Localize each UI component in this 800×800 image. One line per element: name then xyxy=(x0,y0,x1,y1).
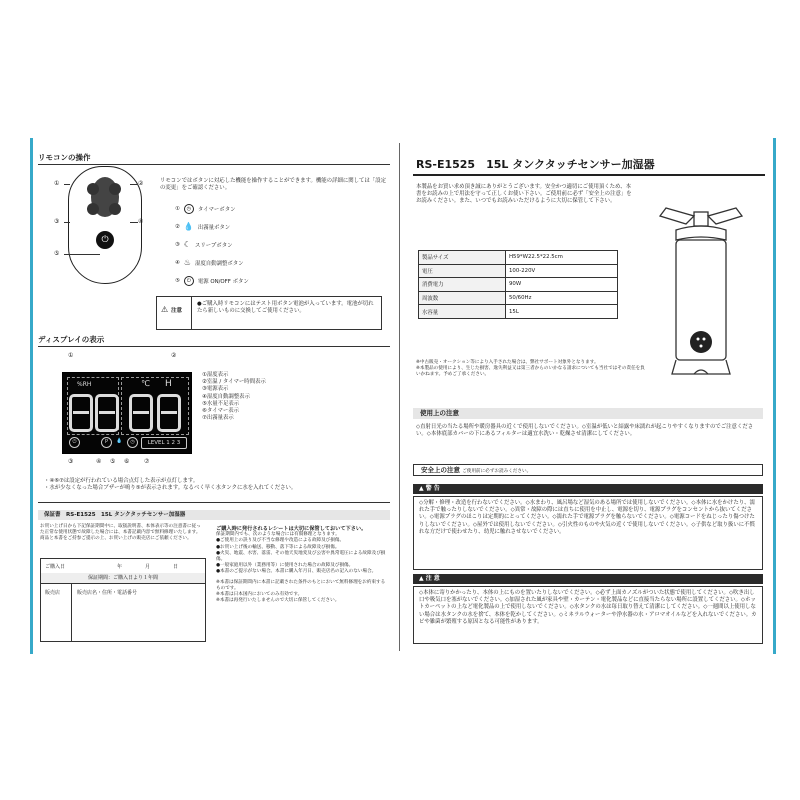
spec-table xyxy=(418,250,618,319)
list-item xyxy=(175,204,235,214)
item-label: タイマーボタン xyxy=(197,207,236,213)
item-number: ④ xyxy=(175,259,180,266)
center-fold-divider xyxy=(399,143,400,651)
spec-label: 消費電力 xyxy=(419,278,506,292)
safety-title: 安全上の注意 xyxy=(421,466,460,474)
legend-item: ③電源表示 xyxy=(202,386,229,393)
display-panel xyxy=(62,372,192,454)
list-item xyxy=(175,276,249,286)
level-indicator: LEVEL 1 2 3 xyxy=(141,437,187,449)
warning-text: ◇分解・修理・改造を行わないでください。◇水まわり、風呂場など湿気のある場所では使用しないでください。◇本体に水をかけたり、濡れた手で触ったりしないでください。◇異常・故障の際には直ちに使用を中止し、電源を切り、電源プラグをコンセントから抜いてください。◇電源プラグのほこりは定期的にとってください。◇濡れた手で電源プラグを触らないでください。◇電源コードをねじったり傷つけたりしないでください。◇屋外では使用しないでください。◇引火性のものや火気の近くで使用しないでください。◇子供など取り扱いに不慣れな方だけで使わせたり、幼児に触れさせないでください。 xyxy=(419,500,755,535)
page-title: RS-E1525 15L タンクタッチセンサー加湿器 xyxy=(416,158,655,171)
legend-item: ⑥タイマー表示 xyxy=(202,408,240,415)
spec-value: 100-220V xyxy=(506,264,618,278)
safety-section-title xyxy=(413,464,763,476)
callout-5: ⑤ xyxy=(54,250,60,257)
warranty-condition: ●ご使用上の誤り及び不当な修理や改造による故障及び損傷。 xyxy=(216,538,345,544)
digit-3 xyxy=(129,394,153,432)
note: ・水が少なくなった場合ブザーが鳴り⑤が表示されます。なるべく早く水タンクに水を入れてください。 xyxy=(44,485,297,492)
table-row xyxy=(419,291,618,305)
usage-text: ◇直射日光の当たる場所や暖房器具の近くで使用しないでください。◇室温が低いと結露や床濡れが起こりやすくなりますのでご注意ください。◇本体底部カバーの下にあるフィルターは適宜水洗い・乾燥させ清潔にしてください。 xyxy=(416,424,754,438)
display-legend xyxy=(202,372,382,422)
spec-value: 50/60Hz xyxy=(506,291,618,305)
warranty-condition: ●一般家庭用以外（業務用等）に使用された場合の故障及び損傷。 xyxy=(216,563,354,569)
humidity-auto-icon: P xyxy=(101,437,112,448)
remote-caution-box xyxy=(156,296,382,330)
table-row xyxy=(419,264,618,278)
humidifier-illustration xyxy=(646,186,756,396)
spec-note: ※中古販売・オークション等により入手された場合は、弊社サポート対象外となります。 xyxy=(416,360,599,365)
warranty-condition: ●お買い上げ後の輸送、移動、落下等による故障及び損傷。 xyxy=(216,544,340,550)
mist-icon: 💧 xyxy=(183,222,194,231)
item-number: ② xyxy=(175,223,180,230)
shop-fields: 販売店名・住所・電話番号 xyxy=(77,590,138,596)
warranty-form xyxy=(40,558,206,642)
caution-text: ●ご購入時リモコンにはテスト用ボタン電池が入っています。電池が切れたら新しいものに交換してご使用ください。 xyxy=(197,301,374,315)
warranty-intro: お買い上げ日から下記保証期間中に、取扱説明書、本体表示等の注意書に従った正常な使用状態で故障した場合には、本書記載内容で無料修理いたします。商品と本書をご持参ご提示の上、お買い上げの販売店にご依頼ください。 xyxy=(40,524,201,542)
warranty-header: 保証書 RS-E1525 15L タンクタッチセンサー加湿器 xyxy=(38,510,390,520)
spec-label: 電圧 xyxy=(419,264,506,278)
remote-sleep-button xyxy=(87,203,99,215)
power-icon: ⏻ xyxy=(69,437,80,448)
spec-label: 製品サイズ xyxy=(419,251,506,265)
callout-5: ⑤ xyxy=(110,458,116,465)
note: ・④⑥⑦は設定が行われている場合点灯した表示が点灯します。 xyxy=(44,478,199,484)
month-label: 月 xyxy=(145,564,151,570)
callout-6: ⑥ xyxy=(124,458,130,465)
remote-power-button: ⏻ xyxy=(96,231,114,249)
power-icon: ⏻ xyxy=(184,276,194,286)
list-item xyxy=(175,258,244,267)
callout-4: ④ xyxy=(138,218,144,225)
spec-label: 周波数 xyxy=(419,291,506,305)
spec-value: H59*W22.5*22.5cm xyxy=(506,251,618,265)
purchase-date-label: ご購入日 xyxy=(45,564,66,570)
caution-box xyxy=(413,586,763,644)
warranty-condition: ●本書のご提示がない場合。本書に購入年月日、販売店名の記入のない場合。 xyxy=(216,569,377,575)
title-underline xyxy=(413,174,765,176)
remote-timer-button xyxy=(87,183,99,195)
warranty-conditions xyxy=(216,526,386,604)
caution-label: 注意 xyxy=(171,308,183,314)
callout-7: ⑦ xyxy=(144,458,150,465)
timer-icon: ◷ xyxy=(127,437,138,448)
safety-subtitle: ご使用前に必ずお読みください。 xyxy=(462,469,532,474)
shop-label: 販売店 xyxy=(45,590,61,596)
day-label: 日 xyxy=(173,564,179,570)
display-section-title: ディスプレイの表示 xyxy=(38,335,105,344)
callout-2: ② xyxy=(138,180,144,187)
celsius-label: ℃ xyxy=(141,379,150,388)
callout-1: ① xyxy=(54,180,60,187)
list-item xyxy=(175,222,230,231)
warranty-right-title: ご購入時に発行されるレシートは大切に保管しておいて下さい。 xyxy=(216,526,367,532)
table-row xyxy=(419,305,618,319)
spec-value: 90W xyxy=(506,278,618,292)
warning-bar: ▲ 警 告 xyxy=(413,484,763,494)
table-row xyxy=(419,251,618,265)
humidity-auto-icon: ♨ xyxy=(183,258,192,267)
list-item xyxy=(175,240,232,249)
warning-box xyxy=(413,496,763,570)
callout-4: ④ xyxy=(96,458,102,465)
table-row xyxy=(419,278,618,292)
remote-section-title: リモコンの操作 xyxy=(38,153,91,162)
display-notes xyxy=(44,478,384,492)
item-number: ① xyxy=(175,206,180,212)
digit-2 xyxy=(95,394,119,432)
caution-text: ◇本体に寄りかかったり、本体の上にものを置いたりしないでください。◇必ず上面カノズルがついた状態で使用してください。◇吹き出し口や吸気口を塞がないでください。◇加湿された風が家具や壁・カーテン・電化製品などに直接当たらない場所に設置してください。◇ホットカーペットの上など電化製品の上で使用しないでください。◇水タンクの水は毎日取り替えて清潔にしてください。◇一週間以上使用しない場合は水タンクの水を捨て、本体を乾かしてください。◇ミネラルウォーターや浄水器の水・アロマオイルなどを入れないでください。カビや雑菌が繁殖する原因となる可能性があります。 xyxy=(419,590,757,625)
item-number: ③ xyxy=(175,241,180,248)
intro-text: 本製品をお買い求め頂き誠にありがとうございます。安全かつ適切にご使用頂くため、本書をお読みの上で用法を守って正しくお使い下さい。ご使用前に必ず「安全上の注意」をお読みください。また、いつでもお読みいただけるように大切に保管して下さい。 xyxy=(416,184,632,205)
remote-intro: リモコンではボタンに対応した機能を操作することができます。機能の詳細に関しては「設定の変更」をご確認ください。 xyxy=(160,178,386,192)
warranty-right-sub: 保証期間内でも、次のような場合には有償修理となります。 xyxy=(216,532,340,538)
left-page xyxy=(38,146,390,646)
section-divider xyxy=(38,346,390,347)
legend-item: ①湿度表示 xyxy=(202,372,229,378)
callout-1: ① xyxy=(68,352,74,359)
callout-3: ③ xyxy=(54,218,60,225)
timer-icon: ◷ xyxy=(184,204,194,214)
spec-label: 水容量 xyxy=(419,305,506,319)
warranty-footnote: ※本書は保証期間内に本書に記載された条件のもとにおいて無料修理をお約束するものです。 xyxy=(216,579,386,591)
right-page xyxy=(410,146,768,646)
digit-4 xyxy=(157,394,181,432)
hour-label: H xyxy=(165,379,172,389)
callout-2: ② xyxy=(171,352,177,359)
caution-bar: ▲ 注 意 xyxy=(413,574,763,584)
item-number: ⑤ xyxy=(175,278,180,284)
warranty-footnote: ※本書は日本国内においてのみ有効です。 xyxy=(216,592,303,598)
legend-item: ⑤水量不足表示 xyxy=(202,400,240,407)
usage-section-title: 使用上の注意 xyxy=(413,408,763,419)
warranty-condition: ●火災、地震、水害、落雷、その他天災地変及び公害や異常電圧による故障及び損傷。 xyxy=(216,550,386,563)
warranty-period: 保証期間：ご購入日より１年間 xyxy=(41,573,205,584)
section-divider xyxy=(38,164,390,165)
item-label: 出霧量ボタン xyxy=(197,224,231,231)
legend-item: ②室温 / タイマー時間表示 xyxy=(202,379,266,386)
remote-mist-button xyxy=(109,183,121,195)
year-label: 年 xyxy=(117,564,123,570)
moon-icon: ☾ xyxy=(183,240,192,249)
legend-item: ⑦出霧量表示 xyxy=(202,415,234,422)
water-low-icon: 💧 xyxy=(116,438,123,444)
warning-icon: ⚠ xyxy=(161,305,169,314)
warranty-footnote: ※本書は再発行いたしませんので大切に保管してください。 xyxy=(216,598,340,604)
section-divider xyxy=(38,502,390,503)
item-label: スリープボタン xyxy=(195,242,233,249)
spec-notes xyxy=(416,360,648,379)
spec-note: ※本製品の使用により、生じた損害、逸失利益又は第三者からのいかなる請求についても当社ではその責任を負いかねます。予めご了承ください。 xyxy=(416,366,645,378)
item-label: 電源 ON/OFF ボタン xyxy=(197,279,249,285)
spec-value: 15L xyxy=(506,305,618,319)
item-label: 湿度自動調整ボタン xyxy=(195,260,244,267)
legend-item: ④湿度自動調整表示 xyxy=(202,393,250,400)
callout-3: ③ xyxy=(68,458,74,465)
remote-humidity-button xyxy=(109,203,121,215)
digit-1 xyxy=(69,394,93,432)
rh-label: %RH xyxy=(77,381,92,388)
